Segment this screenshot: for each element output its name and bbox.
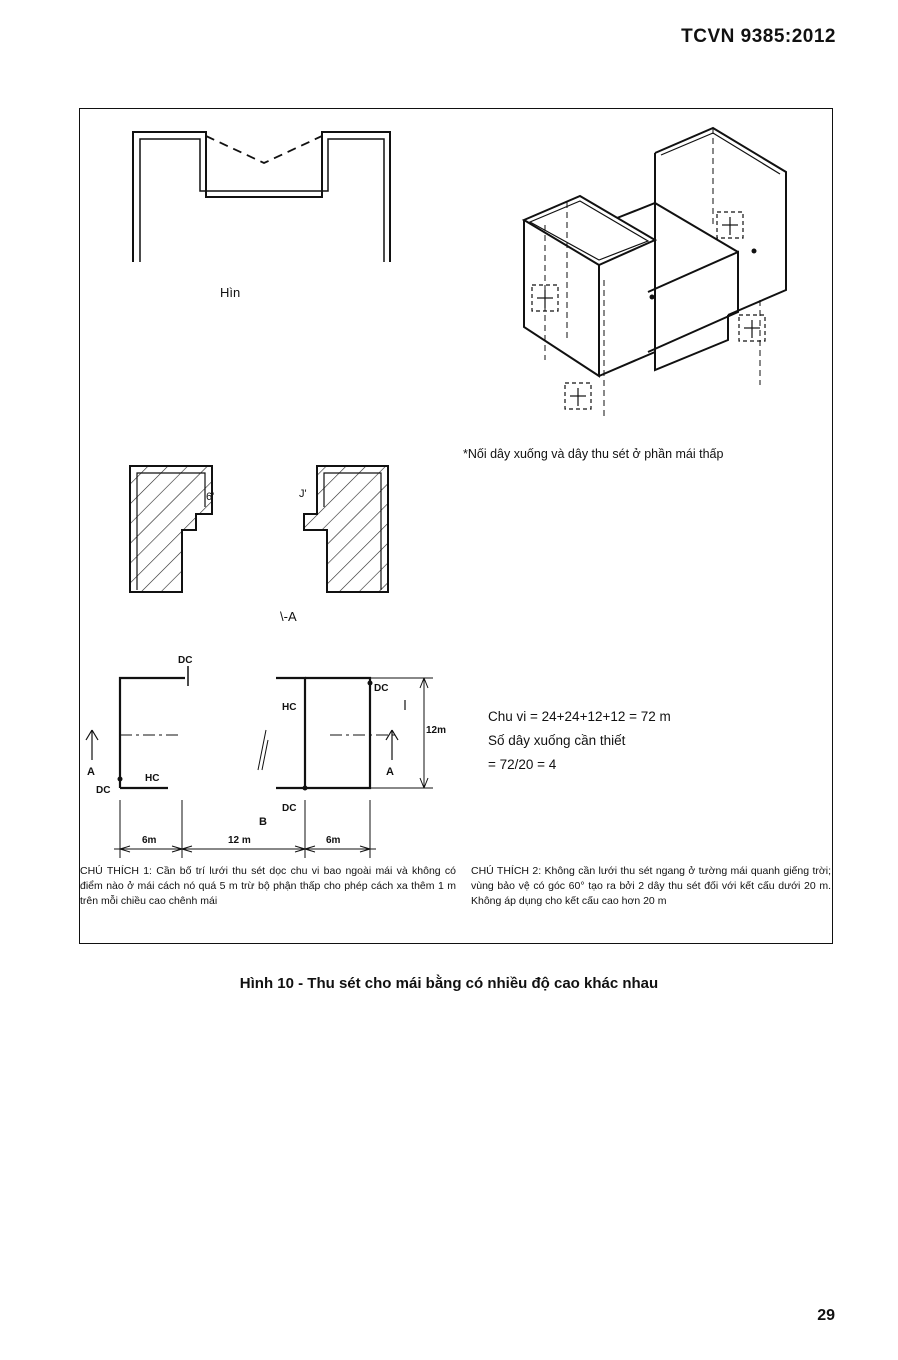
plan-label-dc-left: DC — [96, 785, 111, 796]
calc-perimeter: Chu vi = 24+24+12+12 = 72 m — [488, 709, 671, 724]
section-dim-left: 6' — [206, 491, 215, 503]
plan-label-hc-left: HC — [145, 773, 160, 784]
section-label: \-A — [280, 609, 297, 624]
isometric-building — [524, 128, 786, 420]
calc-downconductors: Số dây xuống cần thiết — [488, 733, 626, 748]
roof-plan — [86, 666, 433, 858]
note-1: CHÚ THÍCH 1: Cần bố trí lưới thu sét dọc chu vi bao ngoài mái và không có điểm nào ở mái cách nó quá 5 m trừ bộ phận thấp cho phép cách xa thêm 1 m trên mỗi chiều cao chênh mái — [80, 865, 456, 907]
plan-label-b: B — [259, 816, 267, 828]
calc-result: = 72/20 = 4 — [488, 757, 557, 772]
calculation-block — [488, 705, 671, 777]
section-dim-right: J' — [299, 488, 307, 500]
plan-label-a-right: A — [386, 766, 394, 778]
figure-caption: Hình 10 - Thu sét cho mái bằng có nhiều độ cao khác nhau — [239, 975, 659, 992]
iso-note: *Nối dây xuống và dây thu sét ở phần mái thấp — [463, 447, 724, 461]
downconductor-point — [368, 681, 373, 686]
dim-mid-label: 12 m — [228, 835, 251, 846]
section-aa — [130, 466, 388, 592]
plan-label-hc-right: HC — [282, 702, 297, 713]
junction-point — [752, 249, 757, 254]
dim-left-label: 6m — [142, 835, 157, 846]
plan-label-dc-top: DC — [178, 655, 193, 666]
note-2: CHÚ THÍCH 2: Không cần lưới thu sét ngang ở tường mái quanh giếng trời; vùng bảo vệ có góc 60° tạo ra bởi 2 dây thu sét đối với kết cấu dưới 20 m. Không áp dụng cho kết cấu cao hơn 20 m — [471, 865, 831, 907]
dim-height-label: 12m — [426, 725, 447, 736]
junction-point — [650, 295, 655, 300]
downconductor-point — [118, 777, 123, 782]
plan-label-dc-bottom: DC — [282, 803, 297, 814]
plan-label-dc-right: DC — [374, 683, 389, 694]
page-number: 29 — [817, 1307, 835, 1324]
standard-code: TCVN 9385:2012 — [681, 26, 836, 47]
downconductor-point — [303, 786, 308, 791]
plan-label: Hìn — [220, 285, 241, 300]
elevation-profile — [133, 132, 390, 262]
dim-right-label: 6m — [326, 835, 341, 846]
plan-label-a-left: A — [87, 766, 95, 778]
